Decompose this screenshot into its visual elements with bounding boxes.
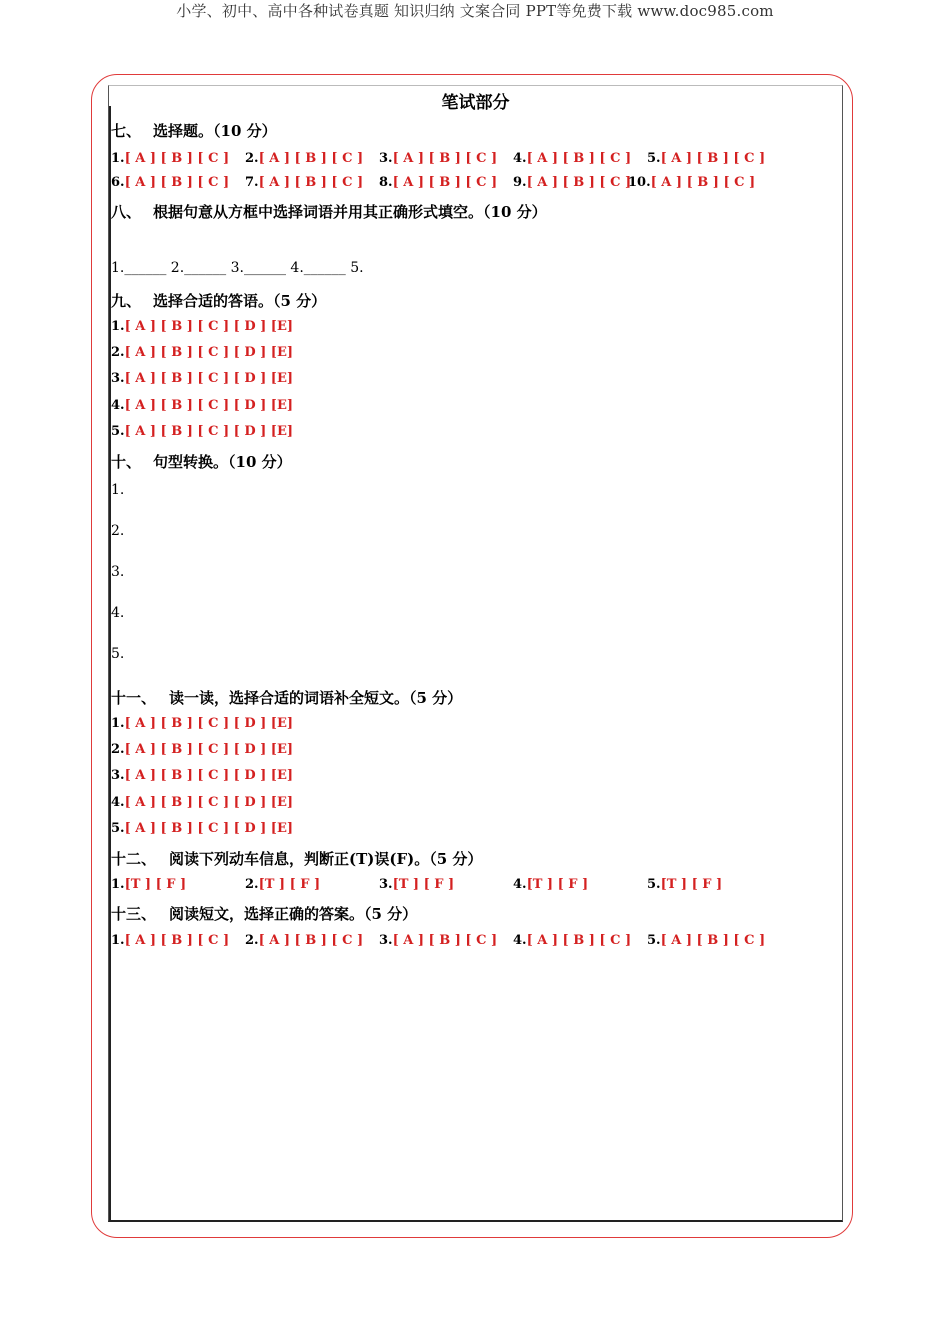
answer-choice[interactable]: 3.[ A ] [ B ] [ C ]: [379, 151, 498, 166]
section-7-heading: 七、 选择题。（10 分）: [111, 122, 277, 140]
answer-box: [108, 85, 843, 1222]
answer-choice[interactable]: 10.[ A ] [ B ] [ C ]: [628, 175, 756, 190]
answer-line[interactable]: 2.: [111, 523, 125, 539]
section-11-heading: 十一、 读一读，选择合适的词语补全短文。（5 分）: [111, 689, 463, 707]
answer-line[interactable]: 4.: [111, 605, 125, 621]
answer-choice[interactable]: 2.[T ] [ F ]: [245, 877, 321, 892]
answer-choice[interactable]: 3.[T ] [ F ]: [379, 877, 455, 892]
answer-choice[interactable]: 4.[ A ] [ B ] [ C ]: [513, 151, 632, 166]
section-8-heading: 八、 根据句意从方框中选择词语并用其正确形式填空。（10 分）: [111, 203, 547, 221]
section-7-row-1: [111, 151, 841, 171]
section-10-heading: 十、 句型转换。（10 分）: [111, 453, 292, 471]
answer-choice[interactable]: 7.[ A ] [ B ] [ C ]: [245, 175, 364, 190]
section-12-row: [111, 877, 841, 897]
answer-choice[interactable]: 4.[ A ] [ B ] [ C ]: [513, 933, 632, 948]
section-12-heading: 十二、 阅读下列动车信息，判断正(T)误(F)。（5 分）: [111, 850, 483, 868]
section-title: 笔试部分: [441, 93, 510, 113]
answer-line[interactable]: 3.: [111, 564, 125, 580]
section-13-heading: 十三、 阅读短文，选择正确的答案。（5 分）: [111, 905, 418, 923]
answer-line[interactable]: 5.: [111, 646, 125, 662]
answer-choice[interactable]: 3.[ A ] [ B ] [ C ] [ D ] [E]: [111, 768, 294, 783]
answer-choice[interactable]: 8.[ A ] [ B ] [ C ]: [379, 175, 498, 190]
answer-line[interactable]: 1.: [111, 482, 125, 498]
answer-choice[interactable]: 3.[ A ] [ B ] [ C ]: [379, 933, 498, 948]
section-7-row-2: [111, 175, 841, 195]
answer-choice[interactable]: 1.[ A ] [ B ] [ C ] [ D ] [E]: [111, 716, 294, 731]
answer-choice[interactable]: 3.[ A ] [ B ] [ C ] [ D ] [E]: [111, 371, 294, 386]
answer-choice[interactable]: 6.[ A ] [ B ] [ C ]: [111, 175, 230, 190]
answer-choice[interactable]: 2.[ A ] [ B ] [ C ] [ D ] [E]: [111, 742, 294, 757]
answer-choice[interactable]: 9.[ A ] [ B ] [ C ]: [513, 175, 632, 190]
answer-choice[interactable]: 1.[T ] [ F ]: [111, 877, 187, 892]
page-header: 小学、初中、高中各种试卷真题 知识归纳 文案合同 PPT等免费下载 www.doc985.com: [176, 2, 774, 20]
answer-choice[interactable]: 2.[ A ] [ B ] [ C ]: [245, 151, 364, 166]
answer-choice[interactable]: 1.[ A ] [ B ] [ C ] [ D ] [E]: [111, 319, 294, 334]
answer-choice[interactable]: 5.[ A ] [ B ] [ C ]: [647, 933, 766, 948]
answer-choice[interactable]: 5.[ A ] [ B ] [ C ] [ D ] [E]: [111, 424, 294, 439]
answer-choice[interactable]: 2.[ A ] [ B ] [ C ]: [245, 933, 364, 948]
section-9-heading: 九、 选择合适的答语。（5 分）: [111, 292, 327, 310]
answer-choice[interactable]: 5.[ A ] [ B ] [ C ] [ D ] [E]: [111, 821, 294, 836]
section-8-blanks[interactable]: 1.______ 2.______ 3.______ 4.______ 5.: [111, 260, 364, 276]
answer-choice[interactable]: 1.[ A ] [ B ] [ C ]: [111, 151, 230, 166]
answer-choice[interactable]: 4.[ A ] [ B ] [ C ] [ D ] [E]: [111, 795, 294, 810]
answer-choice[interactable]: 1.[ A ] [ B ] [ C ]: [111, 933, 230, 948]
answer-choice[interactable]: 5.[ A ] [ B ] [ C ]: [647, 151, 766, 166]
answer-choice[interactable]: 4.[T ] [ F ]: [513, 877, 589, 892]
answer-choice[interactable]: 2.[ A ] [ B ] [ C ] [ D ] [E]: [111, 345, 294, 360]
answer-choice[interactable]: 4.[ A ] [ B ] [ C ] [ D ] [E]: [111, 398, 294, 413]
answer-choice[interactable]: 5.[T ] [ F ]: [647, 877, 723, 892]
section-13-row: [111, 933, 841, 953]
